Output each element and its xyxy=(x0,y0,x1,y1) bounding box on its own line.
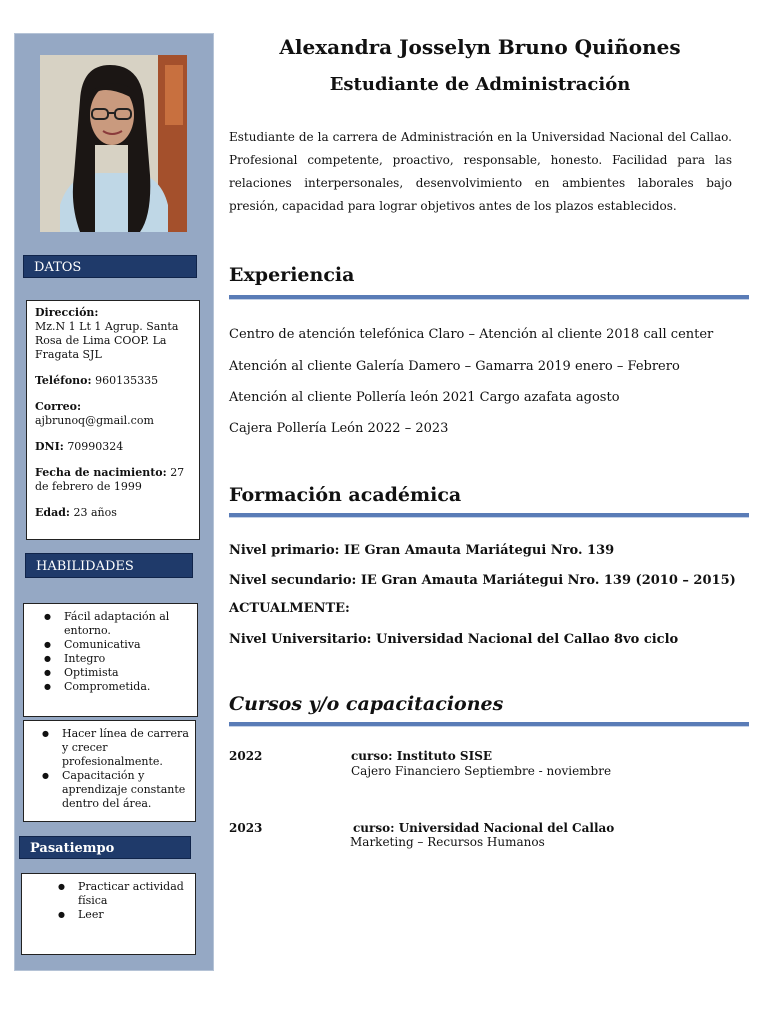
section-divider xyxy=(229,295,749,300)
correo-item xyxy=(35,400,191,428)
list-item: ● Leer xyxy=(78,908,185,922)
telefono-item xyxy=(35,374,191,388)
pasatiempo-header xyxy=(19,836,191,859)
edad-value: 23 años xyxy=(73,506,117,519)
datos-box xyxy=(26,300,200,540)
habilidades-box xyxy=(23,603,198,717)
objetivos-box xyxy=(23,720,196,822)
dni-value: 70990324 xyxy=(67,440,124,453)
course-year: 2023 xyxy=(229,821,263,835)
formacion-item: ACTUALMENTE: xyxy=(229,601,350,616)
section-divider xyxy=(229,722,749,727)
datos-header xyxy=(23,255,197,278)
course-year: 2022 xyxy=(229,749,263,763)
habilidades-header xyxy=(25,553,193,578)
experiencia-item: Centro de atención telefónica Claro – Atención al cliente 2018 call center xyxy=(229,327,714,342)
list-item: ● Practicar actividad física xyxy=(78,880,185,908)
habilidades-title: HABILIDADES xyxy=(36,559,134,574)
dni-label: DNI: xyxy=(35,440,64,453)
edad-item xyxy=(35,506,191,520)
candidate-name: Alexandra Josselyn Bruno Quiñones xyxy=(279,35,681,59)
formacion-title: Formación académica xyxy=(229,484,462,506)
telefono-label: Teléfono: xyxy=(35,374,92,387)
list-item: ● Hacer línea de carrera y crecer profesionalmente. xyxy=(62,727,191,769)
experiencia-item: Atención al cliente Pollería león 2021 Cargo azafata agosto xyxy=(229,390,620,405)
profile-photo xyxy=(40,55,187,232)
course-detail: Marketing – Recursos Humanos xyxy=(350,835,545,849)
course-detail: Cajero Financiero Septiembre - noviembre xyxy=(351,764,612,778)
pasatiempo-title: Pasatiempo xyxy=(30,841,115,856)
correo-label: Correo: xyxy=(35,400,82,413)
nacimiento-label: Fecha de nacimiento: xyxy=(35,466,167,479)
list-item: ● Integro xyxy=(64,652,193,666)
candidate-title: Estudiante de Administración xyxy=(329,74,631,95)
correo-value: ajbrunoq@gmail.com xyxy=(35,414,154,427)
pasatiempo-list xyxy=(32,880,185,922)
course-name: curso: Universidad Nacional del Callao xyxy=(353,821,615,835)
list-item: ● Optimista xyxy=(64,666,193,680)
experiencia-item: Atención al cliente Galería Damero – Gamarra 2019 enero – Febrero xyxy=(229,359,680,374)
formacion-item: Nivel secundario: IE Gran Amauta Mariátegui Nro. 139 (2010 – 2015) xyxy=(229,573,736,588)
list-item: ● Capacitación y aprendizaje constante dentro del área. xyxy=(62,769,191,811)
list-item: ● Comprometida. xyxy=(64,680,193,694)
habilidades-list xyxy=(28,610,193,694)
nacimiento-item xyxy=(35,466,191,494)
telefono-value: 960135335 xyxy=(95,374,159,387)
experiencia-item: Cajera Pollería León 2022 – 2023 xyxy=(229,421,449,436)
cursos-title: Cursos y/o capacitaciones xyxy=(229,693,504,715)
dni-item xyxy=(35,440,191,454)
direccion-label: Dirección: xyxy=(35,306,99,319)
section-divider xyxy=(229,513,749,518)
direccion-value: Mz.N 1 Lt 1 Agrup. Santa Rosa de Lima COOP. La Fragata SJL xyxy=(35,320,179,361)
edad-label: Edad: xyxy=(35,506,70,519)
profile-photo-image xyxy=(40,55,187,232)
course-name: curso: Instituto SISE xyxy=(351,749,492,763)
experiencia-title: Experiencia xyxy=(229,264,355,286)
nacimiento-value: 27 de febrero de 1999 xyxy=(35,466,185,493)
datos-title: DATOS xyxy=(34,260,82,275)
pasatiempo-box xyxy=(21,873,196,955)
list-item: ● Comunicativa xyxy=(64,638,193,652)
objetivos-list xyxy=(28,727,191,811)
profile-summary: Estudiante de la carrera de Administración en la Universidad Nacional del Callao. Profesional competente, proactivo, responsable, honesto. Facilidad para las relaciones interpersonales, desenvolvimiento en ambientes laborales bajo presión, capacidad para lograr objetivos antes de los plazos establecidos. xyxy=(229,130,732,213)
formacion-item: Nivel Universitario: Universidad Nacional del Callao 8vo ciclo xyxy=(229,632,679,647)
list-item: ● Fácil adaptación al entorno. xyxy=(64,610,193,638)
direccion-item xyxy=(35,306,191,362)
formacion-item: Nivel primario: IE Gran Amauta Mariátegui Nro. 139 xyxy=(229,543,615,558)
